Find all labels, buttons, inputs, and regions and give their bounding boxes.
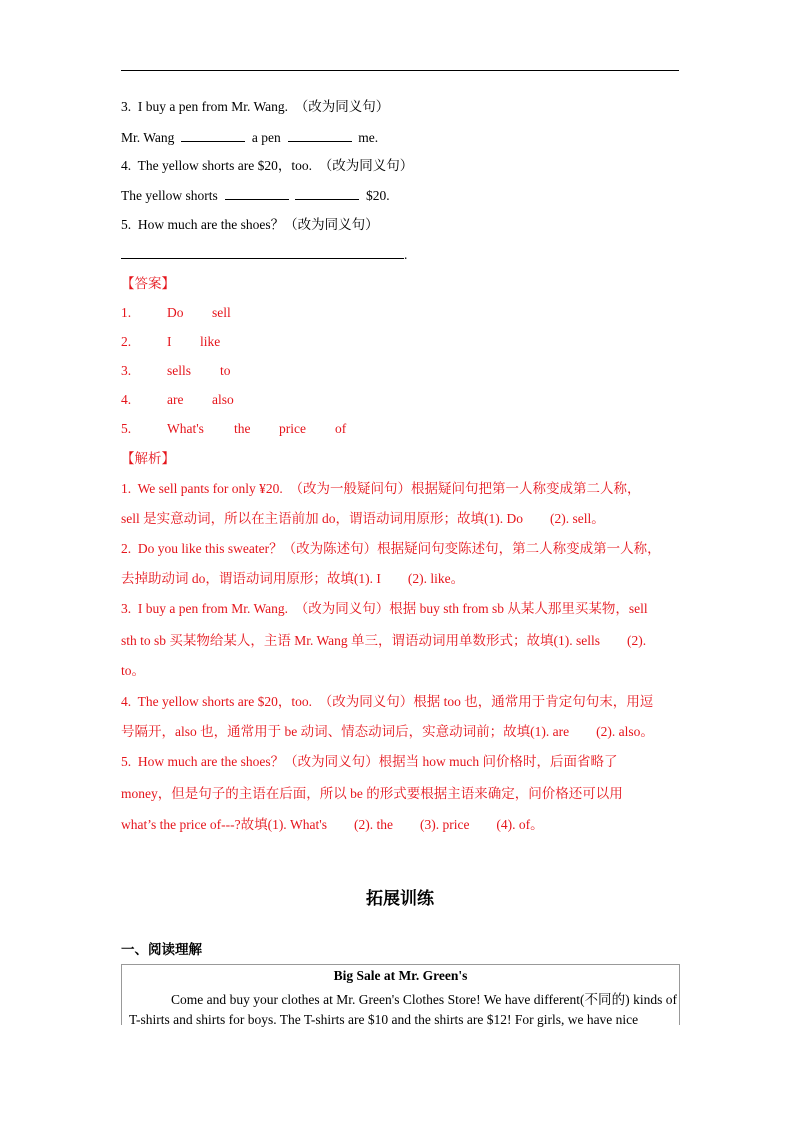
analysis-line: sell 是实意动词，所以在主语前加 do，谓语动词用原形；故填(1). Do (2). sell。 [121,511,605,526]
q3-text-c: me. [358,130,379,145]
answer-num: 2. [121,334,132,349]
q5-end: . [404,247,408,262]
q4-blank-2[interactable] [295,186,359,200]
question-3: 3. I buy a pen from Mr. Wang. （改为同义句） [121,99,390,114]
section-title: 拓展训练 [366,889,434,909]
q4-blank-1[interactable] [225,186,289,200]
analysis-line: money，但是句子的主语在后面，所以 be 的形式要根据主语来确定，问价格还可以用 [121,786,623,801]
subheading: 一、阅读理解 [121,942,202,958]
answer-word: sells [167,363,192,378]
answer-num: 4. [121,392,132,407]
answer-heading: 【答案】 [121,276,175,291]
analysis-line: 号隔开，also 也，通常用于 be 动词、情态动词后，实意动词前；故填(1). are (2). also。 [121,724,654,739]
passage-title: Big Sale at Mr. Green's [333,968,468,983]
analysis-line: 4. The yellow shorts are $20，too. （改为同义句）根据 too 也，通常用于肯定句句末，用逗 [121,694,654,709]
answer-num: 5. [121,421,132,436]
analysis-line: 5. How much are the shoes？（改为同义句）根据当 how much 问价格时，后面省略了 [121,754,618,769]
answer-word: like [200,334,221,349]
question-4: 4. The yellow shorts are $20，too. （改为同义句） [121,158,414,173]
analysis-line: to。 [121,663,146,678]
question-5-fill [121,245,407,264]
answer-word: also [212,392,234,407]
analysis-line: sth to sb 买某物给某人，主语 Mr. Wang 单三，谓语动词用单数形式；故填(1). sells (2). [121,633,647,648]
q4-text-a: The yellow shorts [121,188,218,203]
question-5: 5. How much are the shoes？（改为同义句） [121,217,379,232]
answer-word: to [220,363,231,378]
q5-blank[interactable] [121,245,404,259]
answer-word: I [167,334,172,349]
question-4-fill [121,186,390,205]
q3-text-b: a pen [251,130,281,145]
analysis-line: 去掉助动词 do，谓语动词用原形；故填(1). I (2). like。 [121,571,465,586]
analysis-line: 2. Do you like this sweater？（改为陈述句）根据疑问句变陈述句，第二人称变成第一人称， [121,541,661,556]
answer-word: Do [167,305,184,320]
answer-word: What's [167,421,204,436]
answer-word: are [167,392,184,407]
q4-text-b: $20. [366,188,390,203]
answer-num: 3. [121,363,132,378]
q3-text-a: Mr. Wang [121,130,175,145]
answer-num: 1. [121,305,132,320]
passage-text: Come and buy your clothes at Mr. Green's Clothes Store! We have different(不同的) kinds of T-shirts and shirts for boys. The T-shirts are $10 and the shirts are $12! For girls, we have nice [129,992,677,1027]
analysis-line: 1. We sell pants for only ¥20. （改为一般疑问句）根据疑问句把第一人称变成第二人称， [121,481,641,496]
reading-passage-box [121,964,680,1025]
analysis-heading: 【解析】 [121,451,175,466]
analysis-line: what’s the price of---?故填(1). What's (2). the (3). price (4). of。 [121,817,544,832]
answer-word: of [335,421,347,436]
question-3-fill [121,128,378,147]
analysis-line: 3. I buy a pen from Mr. Wang. （改为同义句）根据 buy sth from sb 从某人那里买某物，sell [121,601,648,616]
answer-word: the [234,421,251,436]
q3-blank-1[interactable] [181,128,245,142]
q3-blank-2[interactable] [288,128,352,142]
answer-word: price [279,421,306,436]
answer-word: sell [212,305,231,320]
header-rule [121,70,679,71]
